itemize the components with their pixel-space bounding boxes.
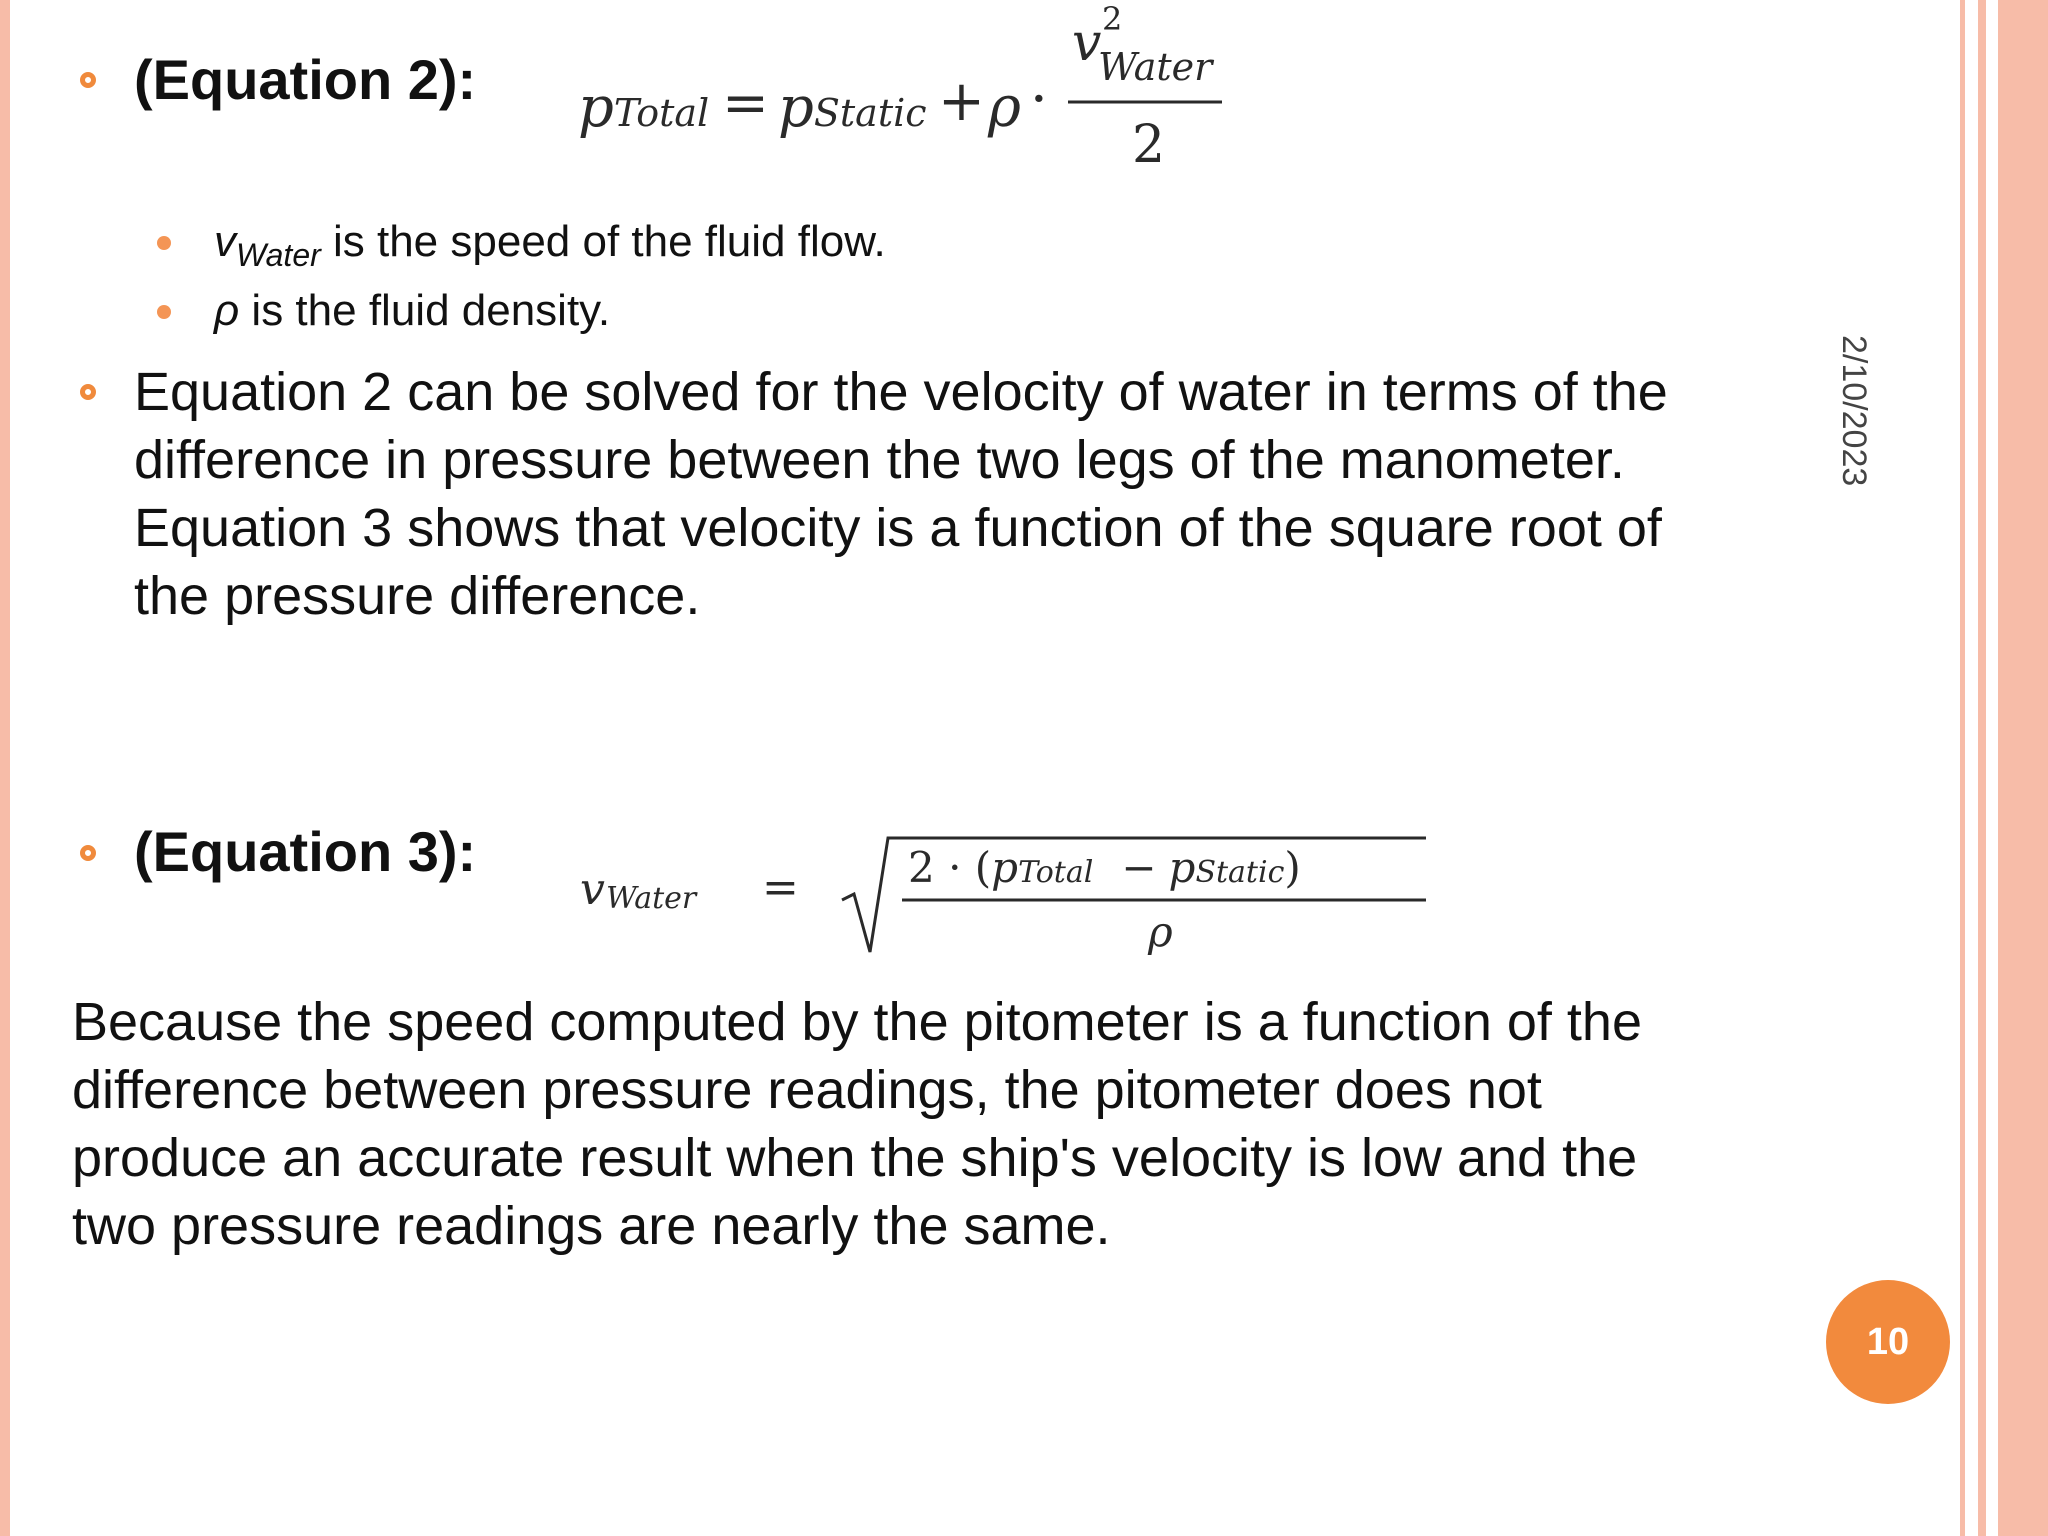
eq2-water-sub: Water (1098, 45, 1213, 89)
page-number-badge (1826, 1280, 1950, 1404)
right-border-band (1998, 0, 2048, 1536)
eq3-rho: ρ (1148, 907, 1173, 956)
eq3-p-static: p (1168, 843, 1196, 892)
left-border-stripe (0, 0, 10, 1536)
right-border-stripe (1960, 0, 1965, 1536)
equation-2-formula (570, 0, 1270, 170)
bullet-ring-icon (80, 72, 96, 88)
eq3-static-sub: Static (1195, 855, 1285, 890)
eq2-v: v (1072, 13, 1102, 73)
equation-3-label: (Equation 3): (134, 820, 477, 883)
equation-2-label: (Equation 2): (134, 48, 477, 111)
eq2-static-sub: Static (813, 91, 927, 135)
paragraph-line: Equation 2 can be solved for the velocity of water in terms of the (134, 362, 1668, 422)
explanation-paragraph (134, 358, 1668, 630)
eq3-p-total: p (991, 843, 1019, 892)
paragraph-line: Equation 3 shows that velocity is a function of the square root of (134, 498, 1662, 558)
slide-date: 2/10/2023 (1835, 335, 1873, 487)
paragraph-line: two pressure readings are nearly the same. (72, 1196, 1111, 1256)
paragraph-line: difference between pressure readings, the pitometer does not (72, 1060, 1542, 1120)
bullet-ring-icon (80, 845, 96, 861)
eq3-equals: = (762, 862, 799, 913)
eq2-equals: = (722, 71, 769, 136)
eq3-water-sub: Water (606, 881, 697, 916)
bullet-ring-icon (80, 384, 96, 400)
density-description: is the fluid density. (239, 286, 611, 335)
page-number: 10 (1866, 1320, 1910, 1363)
sub-bullet-velocity (214, 214, 886, 283)
eq2-denominator: 2 (1132, 115, 1166, 170)
eq2-p: p (578, 75, 614, 140)
sub-bullet-dot-icon (157, 236, 171, 250)
sub-bullet-dot-icon (157, 305, 171, 319)
density-symbol: ρ (214, 286, 240, 335)
svg-text:2 · (pTotal−pStatic) (908, 843, 1301, 892)
eq2-rho: ρ (988, 75, 1021, 140)
eq3-num-prefix: 2 · ( (908, 843, 992, 892)
eq2-total-sub: Total (613, 91, 710, 135)
velocity-symbol: v (214, 217, 236, 266)
eq2-dot: · (1030, 67, 1048, 132)
paragraph-line: the pressure difference. (134, 566, 701, 626)
velocity-subscript: Water (236, 237, 321, 273)
eq3-v: v (580, 864, 605, 915)
paragraph-line: produce an accurate result when the ship's velocity is low and the (72, 1128, 1638, 1188)
svg-text:pStatic (778, 75, 927, 140)
eq2-exponent: 2 (1102, 0, 1123, 38)
equation-3-formula (570, 810, 1450, 960)
paragraph-line: difference in pressure between the two legs of the manometer. (134, 430, 1625, 490)
eq2-plus: + (938, 69, 985, 134)
eq2-p-static: p (778, 75, 814, 140)
paragraph-line: Because the speed computed by the pitometer is a function of the (72, 992, 1642, 1052)
svg-text:pTotal (578, 75, 709, 140)
velocity-description: is the speed of the fluid flow. (320, 217, 886, 266)
conclusion-paragraph (72, 988, 1642, 1260)
eq3-num-suffix: ) (1284, 843, 1301, 892)
sub-bullet-density (214, 283, 610, 339)
eq3-minus: − (1121, 843, 1157, 892)
right-border-stripe (1978, 0, 1986, 1536)
eq3-total-sub: Total (1018, 855, 1094, 890)
